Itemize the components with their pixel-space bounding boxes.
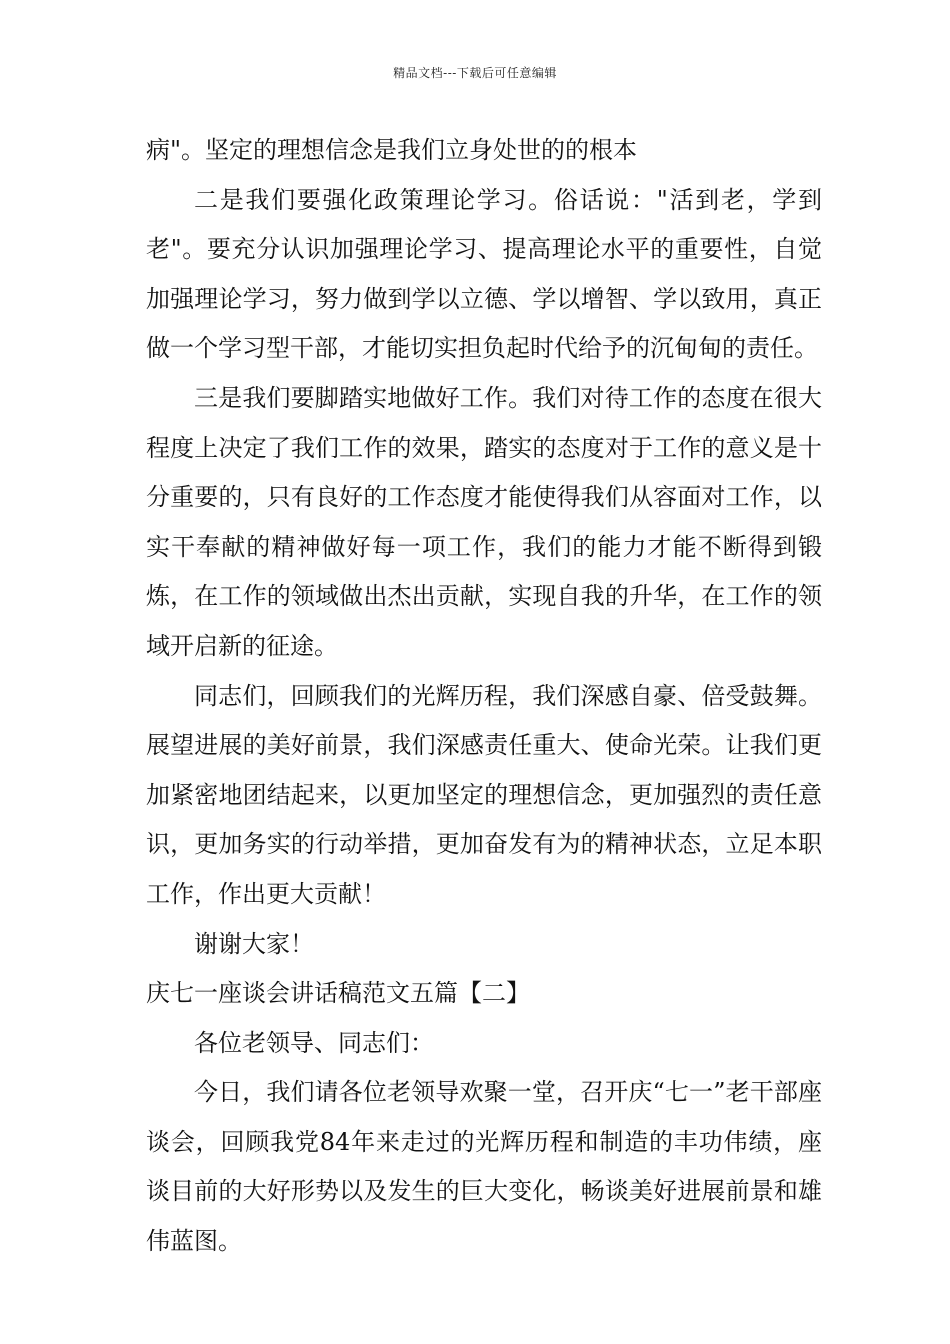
section-title: 庆七一座谈会讲话稿范文五篇【二】 xyxy=(146,979,530,1008)
paragraph-point-two: 二是我们要强化政策理论学习。俗话说："活到老，学到老"。要充分认识加强理论学习、提高理论水平的重要性，自觉加强理论学习，努力做到学以立德、学以增智、学以致用，真正做一个学习型干部，才能切实担负起时代给予的沉甸甸的责任。 xyxy=(146,185,822,363)
paragraph-salutation: 各位老领导、同志们： xyxy=(194,1028,434,1057)
paragraph-continuation: 病"。坚定的理想信念是我们立身处世的的根本 xyxy=(146,136,638,164)
document-body xyxy=(146,126,822,1267)
paragraph-conclusion: 同志们，回顾我们的光辉历程，我们深感自豪、倍受鼓舞。展望进展的美好前景，我们深感责任重大、使命光荣。让我们更加紧密地团结起来，以更加坚定的理想信念，更加强烈的责任意识，更加务实的行动举措，更加奋发有为的精神状态，立足本职工作，作出更大贡献！ xyxy=(146,681,822,908)
paragraph-opening: 今日，我们请各位老领导欢聚一堂，召开庆“七一”老干部座谈会，回顾我党84年来走过的光辉历程和制造的丰功伟绩，座谈目前的大好形势以及发生的巨大变化，畅谈美好进展前景和雄伟蓝图。 xyxy=(146,1078,822,1256)
paragraph-thanks: 谢谢大家！ xyxy=(194,929,314,958)
page-header: 精品文档---下载后可任意编辑 xyxy=(393,66,557,80)
paragraph-point-three: 三是我们要脚踏实地做好工作。我们对待工作的态度在很大程度上决定了我们工作的效果，踏实的态度对于工作的意义是十分重要的，只有良好的工作态度才能使得我们从容面对工作，以实干奉献的精神做好每一项工作，我们的能力才能不断得到锻炼，在工作的领域做出杰出贡献，实现自我的升华，在工作的领域开启新的征途。 xyxy=(146,383,822,660)
